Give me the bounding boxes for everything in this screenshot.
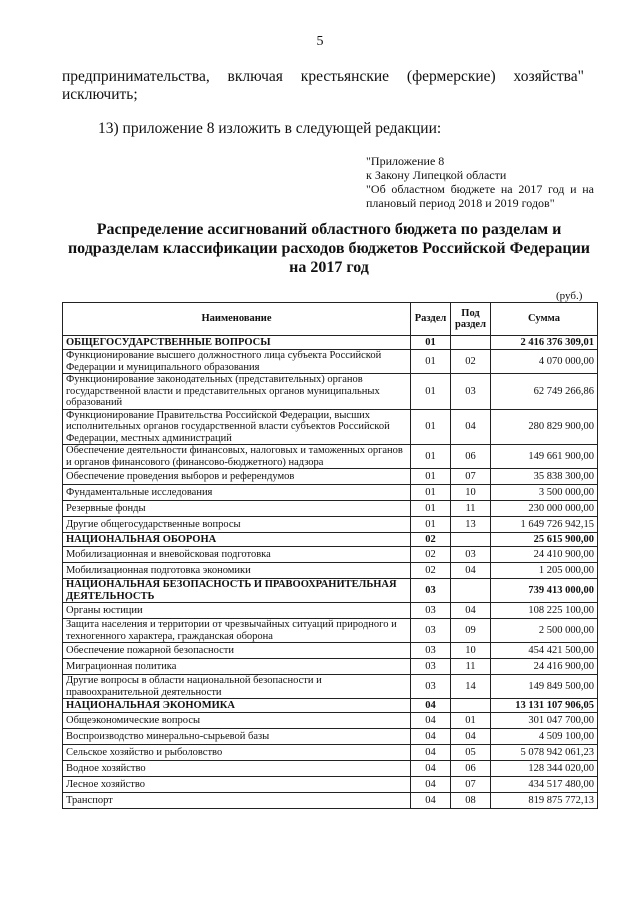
row-sum-cell: 13 131 107 906,05 <box>491 699 598 713</box>
row-subsection-cell <box>451 336 491 350</box>
table-row <box>63 336 598 350</box>
row-name-cell: Сельское хозяйство и рыболовство <box>63 745 411 761</box>
table-row <box>63 374 598 410</box>
row-subsection-cell <box>451 699 491 713</box>
row-name-cell: ОБЩЕГОСУДАРСТВЕННЫЕ ВОПРОСЫ <box>63 336 411 350</box>
table-row <box>63 547 598 563</box>
row-name-cell: Органы юстиции <box>63 603 411 619</box>
row-name-cell: Общеэкономические вопросы <box>63 713 411 729</box>
row-name-cell: Миграционная политика <box>63 659 411 675</box>
row-section-cell: 01 <box>411 336 451 350</box>
row-sum-cell: 739 413 000,00 <box>491 579 598 603</box>
row-name-cell: Лесное хозяйство <box>63 777 411 793</box>
row-sum-cell: 4 509 100,00 <box>491 729 598 745</box>
table-row <box>63 643 598 659</box>
table-row <box>63 563 598 579</box>
row-subsection-cell: 10 <box>451 485 491 501</box>
row-section-cell: 01 <box>411 485 451 501</box>
row-subsection-cell: 04 <box>451 563 491 579</box>
appendix-line-4: плановый период 2018 и 2019 годов" <box>366 196 555 210</box>
row-sum-cell: 454 421 500,00 <box>491 643 598 659</box>
row-section-cell: 01 <box>411 445 451 469</box>
row-subsection-cell: 10 <box>451 643 491 659</box>
title-line-1: Распределение ассигнований областного бюджета по разделам и <box>96 221 562 238</box>
row-sum-cell: 2 500 000,00 <box>491 619 598 643</box>
row-name-cell: Защита населения и территории от чрезвычайных ситуаций природного и техногенного характера, гражданская оборона <box>63 619 411 643</box>
row-section-cell: 04 <box>411 729 451 745</box>
row-section-cell: 03 <box>411 675 451 699</box>
appendix-reference <box>366 154 594 210</box>
row-name-cell: Мобилизационная подготовка экономики <box>63 563 411 579</box>
row-section-cell: 04 <box>411 761 451 777</box>
row-name-cell: НАЦИОНАЛЬНАЯ БЕЗОПАСНОСТЬ И ПРАВООХРАНИТЕЛЬНАЯ ДЕЯТЕЛЬНОСТЬ <box>63 579 411 603</box>
table-row <box>63 659 598 675</box>
row-section-cell: 01 <box>411 409 451 445</box>
table-row <box>63 485 598 501</box>
row-section-cell: 03 <box>411 619 451 643</box>
table-row <box>63 777 598 793</box>
row-subsection-cell: 14 <box>451 675 491 699</box>
row-sum-cell: 24 416 900,00 <box>491 659 598 675</box>
row-name-cell: Другие общегосударственные вопросы <box>63 517 411 533</box>
row-subsection-cell: 07 <box>451 777 491 793</box>
table-row <box>63 533 598 547</box>
row-subsection-cell: 01 <box>451 713 491 729</box>
table-row <box>63 517 598 533</box>
title-line-2: подразделам классификации расходов бюджетов Российской Федерации <box>67 240 591 257</box>
table-row <box>63 619 598 643</box>
title-line-3: на 2017 год <box>289 259 369 276</box>
row-subsection-cell: 07 <box>451 469 491 485</box>
appendix-line-3: "Об областном бюджете на 2017 год и на <box>366 182 594 196</box>
row-sum-cell: 25 615 900,00 <box>491 533 598 547</box>
table-row <box>63 469 598 485</box>
table-row <box>63 793 598 809</box>
row-section-cell: 01 <box>411 517 451 533</box>
row-name-cell: Функционирование Правительства Российской Федерации, высших исполнительных органов государственной власти субъектов Российской Федерации, местных администраций <box>63 409 411 445</box>
row-name-cell: Обеспечение проведения выборов и референдумов <box>63 469 411 485</box>
row-subsection-cell: 03 <box>451 374 491 410</box>
row-sum-cell: 4 070 000,00 <box>491 350 598 374</box>
row-subsection-cell <box>451 533 491 547</box>
row-subsection-cell: 08 <box>451 793 491 809</box>
row-section-cell: 04 <box>411 777 451 793</box>
row-sum-cell: 434 517 480,00 <box>491 777 598 793</box>
row-name-cell: Водное хозяйство <box>63 761 411 777</box>
row-sum-cell: 128 344 020,00 <box>491 761 598 777</box>
row-sum-cell: 5 078 942 061,23 <box>491 745 598 761</box>
table-header-row <box>63 303 598 336</box>
row-sum-cell: 2 416 376 309,01 <box>491 336 598 350</box>
row-section-cell: 01 <box>411 374 451 410</box>
row-sum-cell: 301 047 700,00 <box>491 713 598 729</box>
row-section-cell: 03 <box>411 603 451 619</box>
row-sum-cell: 230 000 000,00 <box>491 501 598 517</box>
row-name-cell: Мобилизационная и вневойсковая подготовка <box>63 547 411 563</box>
row-name-cell: Резервные фонды <box>63 501 411 517</box>
row-subsection-cell: 04 <box>451 603 491 619</box>
row-section-cell: 01 <box>411 501 451 517</box>
row-subsection-cell: 06 <box>451 761 491 777</box>
row-name-cell: Обеспечение деятельности финансовых, налоговых и таможенных органов и органов финансового (финансово-бюджетного) надзора <box>63 445 411 469</box>
row-name-cell: Обеспечение пожарной безопасности <box>63 643 411 659</box>
page-number: 5 <box>316 34 324 49</box>
table-row <box>63 699 598 713</box>
table-row <box>63 675 598 699</box>
row-section-cell: 04 <box>411 713 451 729</box>
row-sum-cell: 62 749 266,86 <box>491 374 598 410</box>
row-name-cell: НАЦИОНАЛЬНАЯ ОБОРОНА <box>63 533 411 547</box>
row-name-cell: Функционирование высшего должностного лица субъекта Российской Федерации и муниципального образования <box>63 350 411 374</box>
row-section-cell: 01 <box>411 469 451 485</box>
table-row <box>63 729 598 745</box>
header-sum: Сумма <box>491 303 598 336</box>
header-subsection: Под раздел <box>451 303 491 336</box>
row-name-cell: Транспорт <box>63 793 411 809</box>
budget-table <box>62 302 598 809</box>
table-row <box>63 713 598 729</box>
row-name-cell: Другие вопросы в области национальной безопасности и правоохранительной деятельности <box>63 675 411 699</box>
row-sum-cell: 1 649 726 942,15 <box>491 517 598 533</box>
row-sum-cell: 35 838 300,00 <box>491 469 598 485</box>
row-sum-cell: 1 205 000,00 <box>491 563 598 579</box>
row-sum-cell: 108 225 100,00 <box>491 603 598 619</box>
row-sum-cell: 149 849 500,00 <box>491 675 598 699</box>
appendix-line-1: "Приложение 8 <box>366 154 445 168</box>
amendment-item-13: 13) приложение 8 изложить в следующей редакции: <box>98 120 442 137</box>
row-section-cell: 01 <box>411 350 451 374</box>
table-row <box>63 350 598 374</box>
table-body <box>63 336 598 809</box>
row-subsection-cell: 02 <box>451 350 491 374</box>
document-title <box>62 220 596 277</box>
table-row <box>63 603 598 619</box>
row-section-cell: 04 <box>411 793 451 809</box>
row-subsection-cell: 03 <box>451 547 491 563</box>
row-section-cell: 03 <box>411 659 451 675</box>
table-row <box>63 445 598 469</box>
row-subsection-cell: 11 <box>451 501 491 517</box>
row-subsection-cell: 04 <box>451 409 491 445</box>
intro-paragraph-line-2: исключить; <box>62 86 138 103</box>
row-name-cell: Функционирование законодательных (представительных) органов государственной власти и представительных органов муниципальных образований <box>63 374 411 410</box>
row-section-cell: 04 <box>411 699 451 713</box>
row-name-cell: НАЦИОНАЛЬНАЯ ЭКОНОМИКА <box>63 699 411 713</box>
row-subsection-cell <box>451 579 491 603</box>
row-section-cell: 02 <box>411 533 451 547</box>
row-sum-cell: 3 500 000,00 <box>491 485 598 501</box>
table-row <box>63 579 598 603</box>
row-sum-cell: 24 410 900,00 <box>491 547 598 563</box>
row-section-cell: 03 <box>411 579 451 603</box>
row-name-cell: Фундаментальные исследования <box>63 485 411 501</box>
row-name-cell: Воспроизводство минерально-сырьевой базы <box>63 729 411 745</box>
row-section-cell: 02 <box>411 563 451 579</box>
row-sum-cell: 819 875 772,13 <box>491 793 598 809</box>
row-subsection-cell: 11 <box>451 659 491 675</box>
row-subsection-cell: 09 <box>451 619 491 643</box>
row-sum-cell: 149 661 900,00 <box>491 445 598 469</box>
row-section-cell: 02 <box>411 547 451 563</box>
appendix-line-2: к Закону Липецкой области <box>366 168 507 182</box>
header-section: Раздел <box>411 303 451 336</box>
row-sum-cell: 280 829 900,00 <box>491 409 598 445</box>
table-row <box>63 761 598 777</box>
header-name: Наименование <box>63 303 411 336</box>
row-section-cell: 04 <box>411 745 451 761</box>
table-row <box>63 745 598 761</box>
row-subsection-cell: 13 <box>451 517 491 533</box>
table-row <box>63 409 598 445</box>
row-subsection-cell: 05 <box>451 745 491 761</box>
row-subsection-cell: 04 <box>451 729 491 745</box>
currency-unit: (руб.) <box>556 290 583 302</box>
row-section-cell: 03 <box>411 643 451 659</box>
intro-paragraph-line-1: предпринимательства, включая крестьянские (фермерские) хозяйства" <box>62 68 584 85</box>
row-subsection-cell: 06 <box>451 445 491 469</box>
table-row <box>63 501 598 517</box>
